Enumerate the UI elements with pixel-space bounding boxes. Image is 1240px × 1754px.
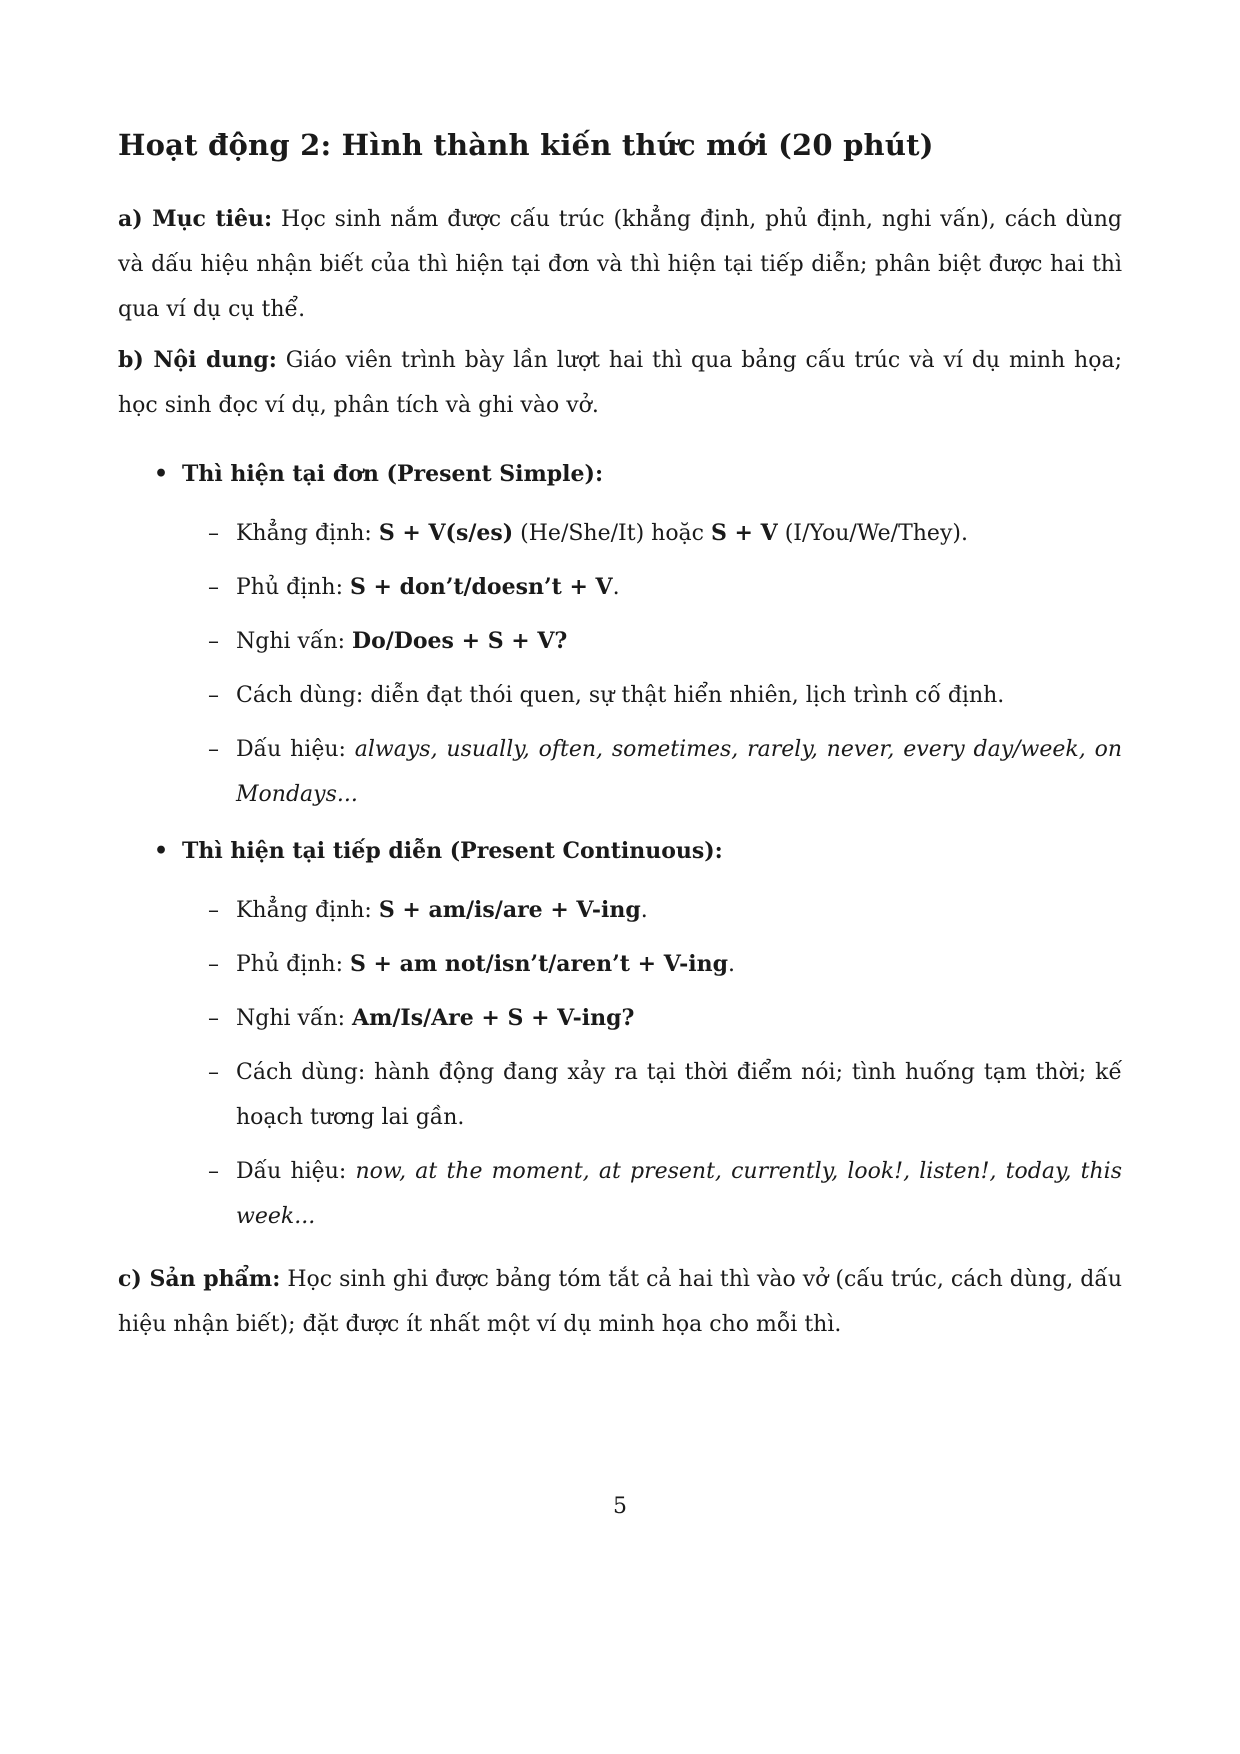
ps-affirmative-label: Khẳng định: (236, 520, 379, 546)
ps-affirmative-mid: (He/She/It) hoặc (513, 520, 711, 546)
present-continuous-section (118, 829, 1122, 1239)
tense-list (118, 452, 1122, 1239)
pc-affirmative-end: . (640, 897, 648, 923)
present-simple-details (118, 511, 1122, 817)
content-paragraph (118, 338, 1122, 428)
present-continuous-title: • Thì hiện tại tiếp diễn (Present Continuous): (118, 829, 1122, 874)
content-label: b) Nội dung: (118, 346, 277, 373)
present-simple-section (118, 452, 1122, 817)
ps-negative-end: . (612, 574, 620, 600)
pc-question-formula: Am/Is/Are + S + V-ing? (352, 1004, 635, 1031)
product-text: Học sinh ghi được bảng tóm tắt cả hai thì vào vở (cấu trúc, cách dùng, dấu hiệu nhận biết); đặt được ít nhất một ví dụ minh họa cho mỗi thì. (118, 1266, 1122, 1337)
dash-marker: – (208, 520, 219, 546)
product-paragraph (118, 1257, 1122, 1347)
dash-marker: – (208, 736, 219, 762)
pc-affirmative (118, 888, 1122, 933)
dash-marker: – (208, 1059, 219, 1085)
page-number: 5 (613, 1494, 627, 1519)
ps-question-label: Nghi vấn: (236, 628, 353, 654)
ps-negative-formula: S + don’t/doesn’t + V (350, 573, 613, 600)
ps-affirmative-formula-1: S + V(s/es) (378, 519, 514, 546)
ps-negative (118, 565, 1122, 610)
document-page (118, 128, 1122, 1353)
pc-signals (118, 1149, 1122, 1239)
dash-marker: – (208, 574, 219, 600)
objective-label: a) Mục tiêu: (118, 205, 273, 232)
dash-marker: – (208, 628, 219, 654)
pc-signals-text: now, at the moment, at present, currently, look!, listen!, today, this week... (236, 1158, 1122, 1229)
ps-usage-text: diễn đạt thói quen, sự thật hiển nhiên, lịch trình cố định. (370, 682, 1005, 708)
ps-negative-label: Phủ định: (236, 574, 350, 600)
pc-negative-label: Phủ định: (236, 951, 350, 977)
ps-affirmative-end: (I/You/We/They). (777, 520, 968, 546)
ps-usage (118, 673, 1122, 718)
objective-text: Học sinh nắm được cấu trúc (khẳng định, phủ định, nghi vấn), cách dùng và dấu hiệu nhận biết của thì hiện tại đơn và thì hiện tại tiếp diễn; phân biệt được hai thì qua ví dụ cụ thể. (118, 206, 1123, 322)
pc-negative-formula: S + am not/isn’t/aren’t + V-ing (350, 950, 729, 977)
pc-signals-label: Dấu hiệu: (236, 1158, 356, 1184)
ps-question (118, 619, 1122, 664)
dash-marker: – (208, 951, 219, 977)
pc-question (118, 996, 1122, 1041)
pc-usage (118, 1050, 1122, 1140)
dash-marker: – (208, 682, 219, 708)
pc-question-label: Nghi vấn: (236, 1005, 353, 1031)
section-heading: Hoạt động 2: Hình thành kiến thức mới (20 phút) (118, 128, 934, 162)
content-text: Giáo viên trình bày lần lượt hai thì qua bảng cấu trúc và ví dụ minh họa; học sinh đọc ví dụ, phân tích và ghi vào vở. (118, 347, 1122, 418)
ps-question-formula: Do/Does + S + V? (352, 627, 568, 654)
dash-marker: – (208, 1158, 219, 1184)
dash-marker: – (208, 1005, 219, 1031)
pc-usage-text: hành động đang xảy ra tại thời điểm nói; tình huống tạm thời; kế hoạch tương lai gần. (236, 1059, 1123, 1130)
present-simple-title: • Thì hiện tại đơn (Present Simple): (118, 452, 1122, 497)
present-continuous-details (118, 888, 1122, 1239)
ps-signals-label: Dấu hiệu: (236, 736, 355, 762)
objective-paragraph (118, 197, 1122, 332)
ps-signals (118, 727, 1122, 817)
pc-affirmative-label: Khẳng định: (236, 897, 379, 923)
pc-negative (118, 942, 1122, 987)
pc-affirmative-formula: S + am/is/are + V-ing (378, 896, 641, 923)
ps-affirmative-formula-2: S + V (711, 519, 778, 546)
pc-usage-label: Cách dùng: (236, 1059, 375, 1085)
ps-affirmative (118, 511, 1122, 556)
dash-marker: – (208, 897, 219, 923)
ps-usage-label: Cách dùng: (236, 682, 371, 708)
ps-signals-text: always, usually, often, sometimes, rarely, never, every day/week, on Mondays... (236, 736, 1122, 807)
pc-negative-end: . (728, 951, 736, 977)
product-label: c) Sản phẩm: (118, 1265, 281, 1292)
